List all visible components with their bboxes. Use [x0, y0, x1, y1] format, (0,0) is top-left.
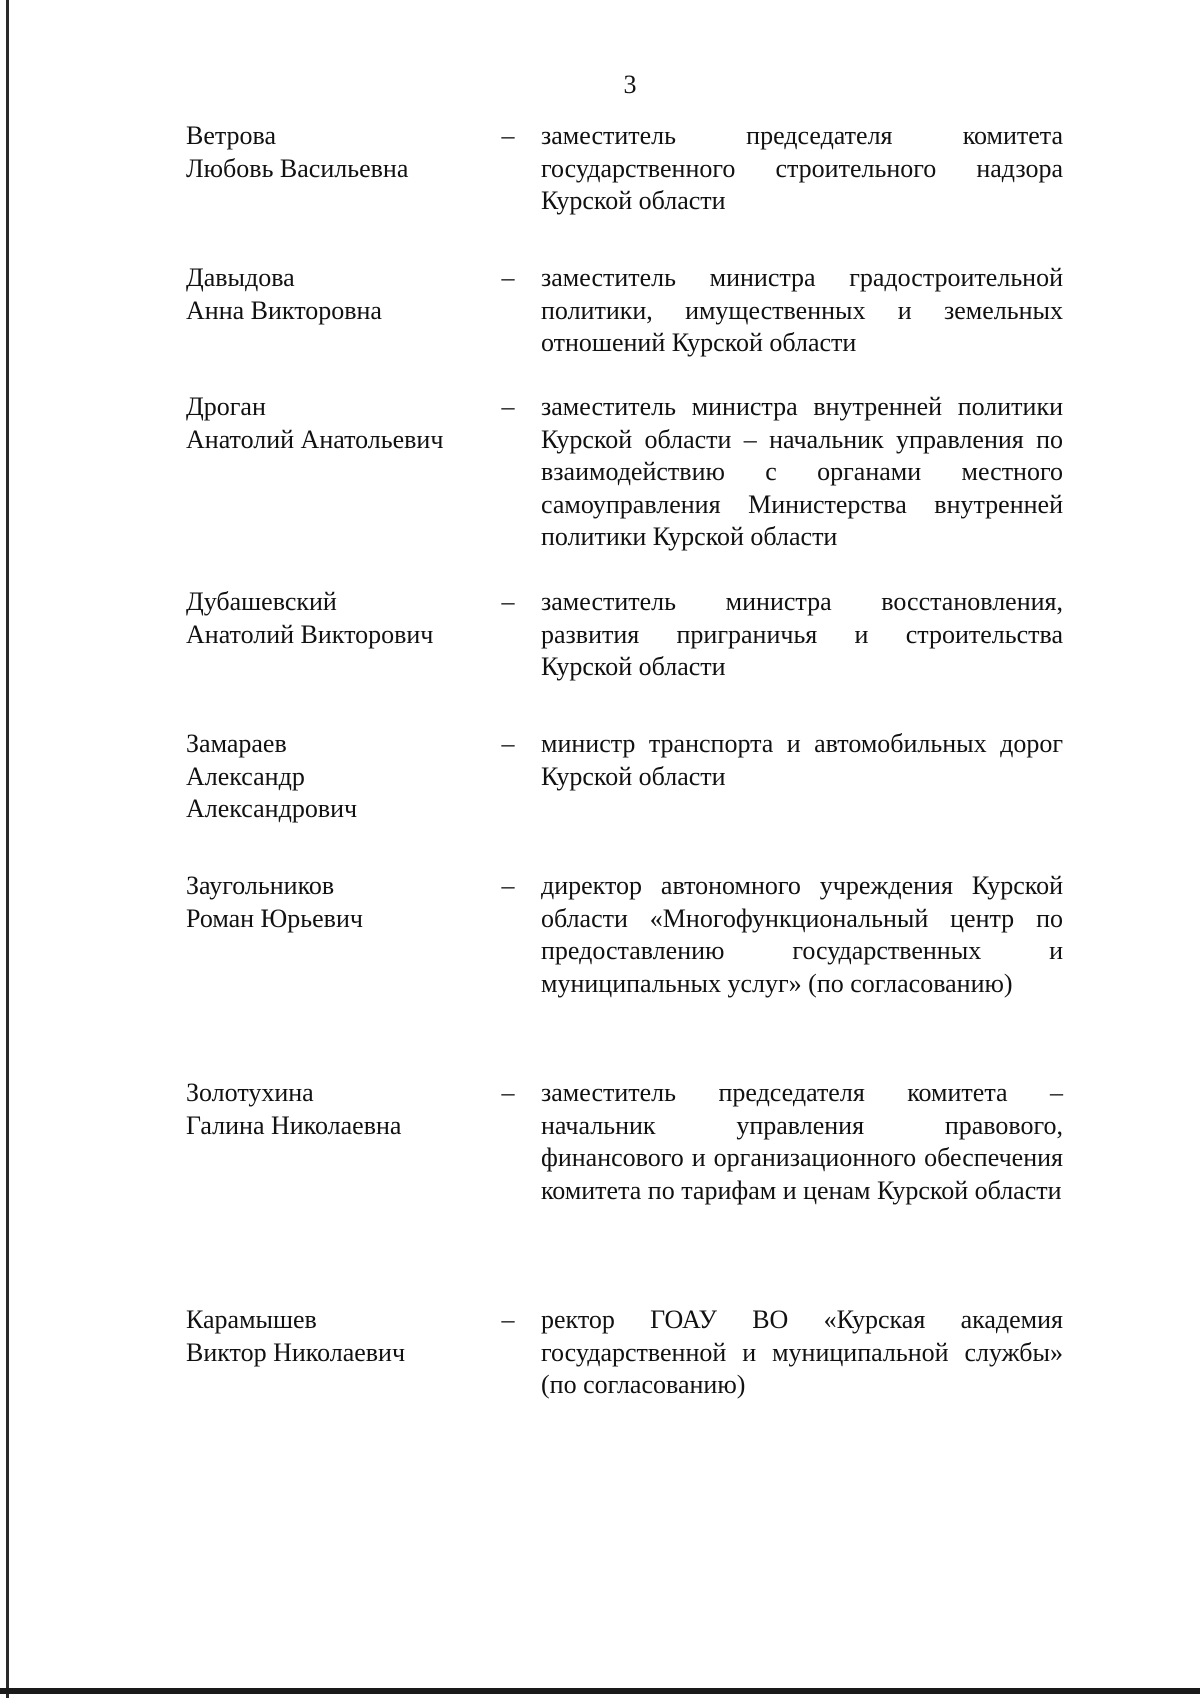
member-position: заместитель министра восстановления, развития приграничья и строительства Курской области — [541, 587, 1063, 681]
member-position: заместитель председателя комитета государственного строительного надзора Курской области — [541, 121, 1063, 215]
member-position: директор автономного учреждения Курской области «Многофункциональный центр по предоставлению государственных и муниципальных услуг» (по согласованию) — [541, 871, 1063, 998]
member-name: Давыдова Анна Викторовна — [186, 263, 382, 325]
dash-separator: – — [501, 871, 515, 900]
member-position: ректор ГОАУ ВО «Курская академия государственной и муниципальной службы» (по согласованию) — [541, 1305, 1063, 1399]
member-position: заместитель министра градостроительной политики, имущественных и земельных отношений Курской области — [541, 263, 1063, 357]
dash-separator: – — [501, 1078, 515, 1107]
member-position: заместитель председателя комитета – начальник управления правового, финансового и организационного обеспечения комитета по тарифам и ценам Курской области — [541, 1078, 1063, 1205]
dash-separator: – — [501, 392, 515, 421]
member-name: Дубашевский Анатолий Викторович — [186, 587, 434, 649]
member-position: министр транспорта и автомобильных дорог Курской области — [541, 729, 1063, 791]
dash-separator: – — [501, 121, 515, 150]
member-name: Дроган Анатолий Анатольевич — [186, 392, 444, 454]
member-name: Заугольников Роман Юрьевич — [186, 871, 363, 933]
dash-separator: – — [501, 1305, 515, 1334]
member-name: Карамышев Виктор Николаевич — [186, 1305, 406, 1367]
member-position: заместитель министра внутренней политики Курской области – начальник управления по взаимодействию с органами местного самоуправления Министерства внутренней политики Курской области — [541, 392, 1063, 551]
dash-separator: – — [501, 263, 515, 292]
dash-separator: – — [501, 587, 515, 616]
scan-left-edge — [6, 0, 9, 1698]
scan-bottom-edge — [0, 1688, 1200, 1694]
dash-separator: – — [501, 729, 515, 758]
member-name: Замараев Александр Александрович — [186, 729, 358, 823]
member-name: Ветрова Любовь Васильевна — [186, 121, 409, 183]
page-number: 3 — [623, 70, 637, 99]
member-name: Золотухина Галина Николаевна — [186, 1078, 402, 1140]
